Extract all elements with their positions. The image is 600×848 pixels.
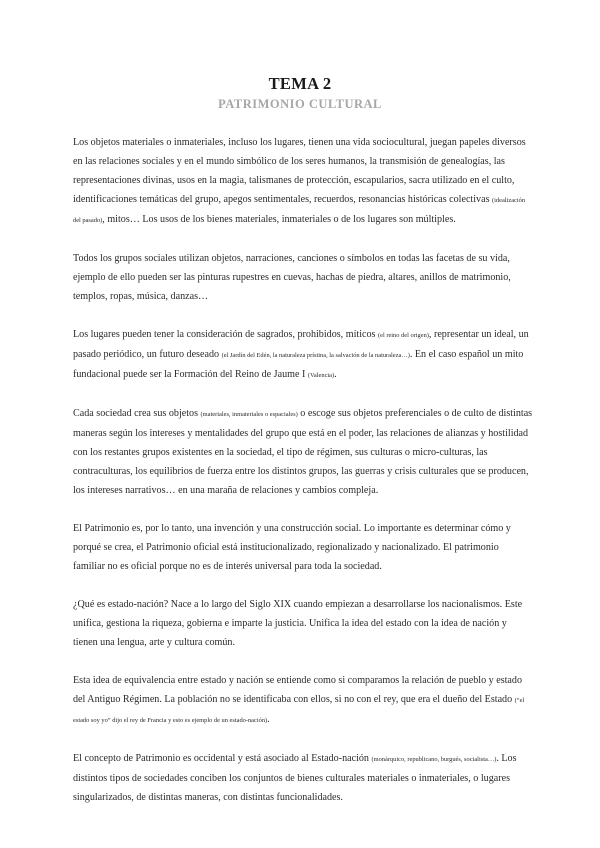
paragraph-grupos: Todos los grupos sociales utilizan objetos, narraciones, canciones o símbolos en todas las facetas de su vida, ejemplo de ello pueden ser las pinturas rupestres en cuevas, hachas de piedra, altares, anillos de matrimonio, templos, ropas, música, danzas… <box>73 253 511 302</box>
document-subtitle: PATRIMONIO CULTURAL <box>218 97 382 111</box>
document-body <box>73 133 533 826</box>
small-note: (Valencia) <box>307 372 335 379</box>
paragraph-sociedad: Cada sociedad crea sus objetos (materiales, inmateriales o espaciales) o escoge sus objetos preferenciales o de culto de distintas maneras según los intereses y mentalidades del grupo que está en el poder, las relaciones de alianzas y hostilidad con los restantes grupos existentes en la sociedad, el tipo de régimen, sus culturas o micro-culturas, las contraculturas, los equilibrios de fuerza entre los distintos grupos, las guerras y crisis culturales que se producen, los intereses narrativos… en una maraña de relaciones y cambios compleja. <box>73 408 533 496</box>
paragraph-objetos: Los objetos materiales o inmateriales, incluso los lugares, tienen una vida sociocultural, juegan papeles diversos en las relaciones sociales y en el mundo simbólico de los seres humanos, la transmisión de genealogías, las representaciones divinas, usos en la magia, talismanes de protección, escapularios, sacra utilizado en el culto, identificaciones temáticas del grupo, apegos sentimentales, recuerdos, resonancias históricas colectivas (idealización del pasado), mitos… Los usos de los bienes materiales, inmateriales o de los lugares son múltiples. <box>73 137 526 225</box>
paragraph-estado-nacion: ¿Qué es estado-nación? Nace a lo largo del Siglo XIX cuando empiezan a desarrollarse los nacionalismos. Este unifica, gestiona la riqueza, gobierna e imparte la justicia. Unifica la idea del estado con la idea de nación y tienen una lengua, arte y cultura común. <box>73 599 523 648</box>
paragraph-lugares: Los lugares pueden tener la consideración de sagrados, prohibidos, míticos (el reino del origen), representar un ideal, un pasado periódico, un futuro deseado (el Jardín del Edén, la naturaleza prístina, la salvación de la naturaleza…). En el caso español un mito fundacional puede ser la Formación del Reino de Jaume I (Valencia). <box>73 329 529 380</box>
paragraph-concepto-patrimonio: El concepto de Patrimonio es occidental y está asociado al Estado-nación (monárquico, republicano, burgués, socialista…). Los distintos tipos de sociedades conciben los conjuntos de bienes culturales materiales o inmateriales, o lugares singularizados, de distintas maneras, con distintas funcionalidades. <box>73 753 517 803</box>
small-note: (el Jardín del Edén, la naturaleza prístina, la salvación de la naturaleza…) <box>221 352 410 359</box>
small-note: (monárquico, republicano, burgués, socialista…) <box>371 756 497 763</box>
paragraph-patrimonio-invencion: El Patrimonio es, por lo tanto, una invención y una construcción social. Lo importante es determinar cómo y porqué se crea, el Patrimonio oficial está institucionalizado, regionalizado y nacionalizado. El patrimonio familiar no es oficial porque no es de interés universal para toda la sociedad. <box>73 523 511 572</box>
small-note: (“el estado soy yo” dijo el rey de Francia y esto es ejemplo de un estado-nación) <box>73 697 525 724</box>
small-note: (idealización del pasado) <box>73 197 526 224</box>
paragraph-equivalencia: Esta idea de equivalencia entre estado y nación se entiende como si comparamos la relación de pueblo y estado del Antiguo Régimen. La población no se identificaba con ellos, si no con el rey, que era el dueño del Estado (“el estado soy yo” dijo el rey de Francia y esto es ejemplo de un estado-nación). <box>73 675 525 725</box>
document-title: TEMA 2 <box>268 74 332 93</box>
small-note: (materiales, inmateriales o espaciales) <box>200 411 298 418</box>
small-note: (el reino del origen) <box>377 332 429 339</box>
